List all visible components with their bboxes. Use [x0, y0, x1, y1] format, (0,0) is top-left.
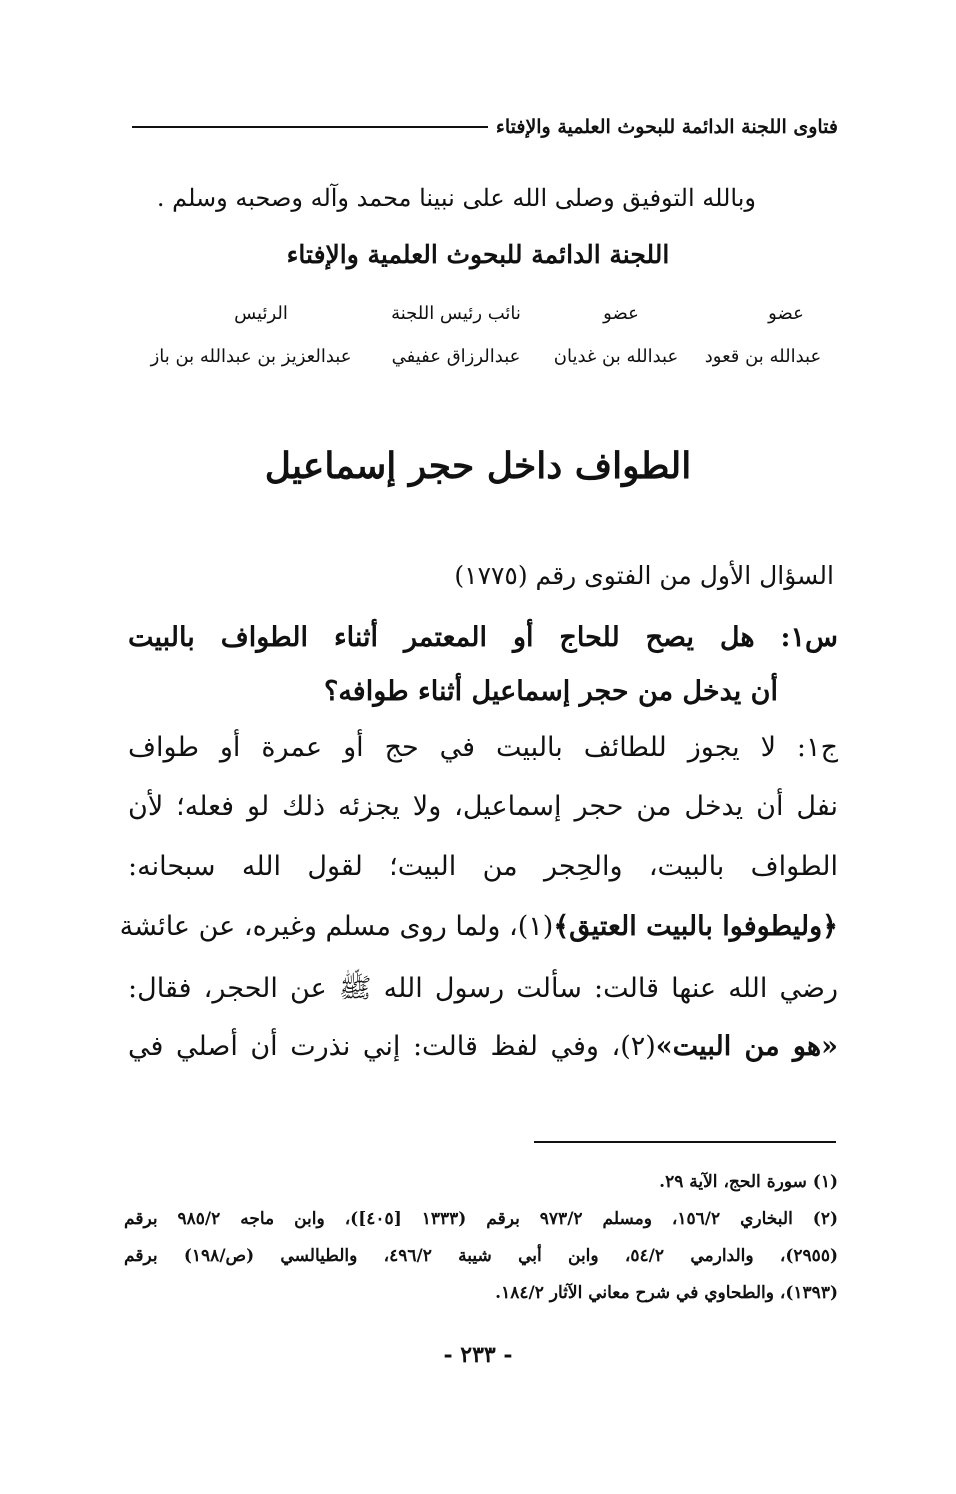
- answer-line: [119, 911, 838, 942]
- fatwa-reference: السؤال الأول من الفتوى رقم (١٧٧٥): [454, 561, 834, 590]
- signatory-name: عبدالرزاق عفيفي: [391, 346, 521, 367]
- signatory-role: نائب رئيس اللجنة: [391, 303, 521, 324]
- closing-line: وبالله التوفيق وصلى الله على نبينا محمد وآله وصحبه وسلم .: [156, 184, 756, 212]
- signatory-role: الرئيس: [234, 303, 288, 324]
- answer-line: الطواف بالبيت، والحِجر من البيت؛ لقول الله سبحانه:: [128, 851, 838, 882]
- signatory-role: عضو: [603, 303, 639, 324]
- hadith-quote: «هو من البيت»: [655, 1031, 838, 1062]
- answer-line: رضي الله عنها قالت: سألت رسول الله ﷺ عن الحجر، فقال:: [128, 973, 838, 1004]
- footnote: (٢٩٥٥)، والدارمي ٥٤/٢، وابن أبي شيبة ٤٩٦/٢، والطيالسي (ص/١٩٨) برقم: [124, 1246, 838, 1266]
- quran-verse: ﴿وليطوفوا بالبيت العتيق﴾: [553, 911, 838, 942]
- answer-line-rest: (٢)، وفي لفظ قالت: إني نذرت أن أصلي في: [128, 1031, 656, 1062]
- signatory-name: عبدالله بن قعود: [704, 346, 822, 367]
- answer-line-rest: (١)، ولما روى مسلم وغيره، عن عائشة: [119, 911, 554, 942]
- footnote: (١) سورة الحج، الآية ٢٩.: [659, 1172, 838, 1192]
- signatory-role: عضو: [768, 303, 804, 324]
- running-header: [132, 112, 838, 142]
- footnote: (١٣٩٣)، والطحاوي في شرح معاني الآثار ١٨٤/٢.: [495, 1283, 838, 1303]
- footnote-separator: [534, 1141, 836, 1143]
- question-line: أن يدخل من حجر إسماعيل أثناء طوافه؟: [324, 676, 778, 707]
- committee-name: اللجنة الدائمة للبحوث العلمية والإفتاء: [286, 240, 670, 269]
- signatory-name: عبدالعزيز بن عبدالله بن باز: [150, 346, 352, 367]
- header-rule: [132, 126, 488, 128]
- question-line: س١: هل يصح للحاج أو المعتمر أثناء الطواف بالبيت: [128, 622, 838, 653]
- signatory-name: عبدالله بن غديان: [553, 346, 679, 367]
- answer-line: [128, 1031, 838, 1062]
- answer-line: ج١: لا يجوز للطائف بالبيت في حج أو عمرة أو طواف: [128, 732, 838, 763]
- page-number: - ٢٣٣ -: [443, 1342, 513, 1368]
- running-header-title: فتاوى اللجنة الدائمة للبحوث العلمية والإفتاء: [495, 116, 838, 138]
- answer-line: نفل أن يدخل من حجر إسماعيل، ولا يجزئه ذلك لو فعله؛ لأن: [128, 791, 838, 822]
- footnote: (٢) البخاري ١٥٦/٢، ومسلم ٩٧٣/٢ برقم (١٣٣٣ [٤٠٥])، وابن ماجه ٩٨٥/٢ برقم: [124, 1209, 839, 1229]
- section-title: الطواف داخل حجر إسماعيل: [264, 445, 692, 487]
